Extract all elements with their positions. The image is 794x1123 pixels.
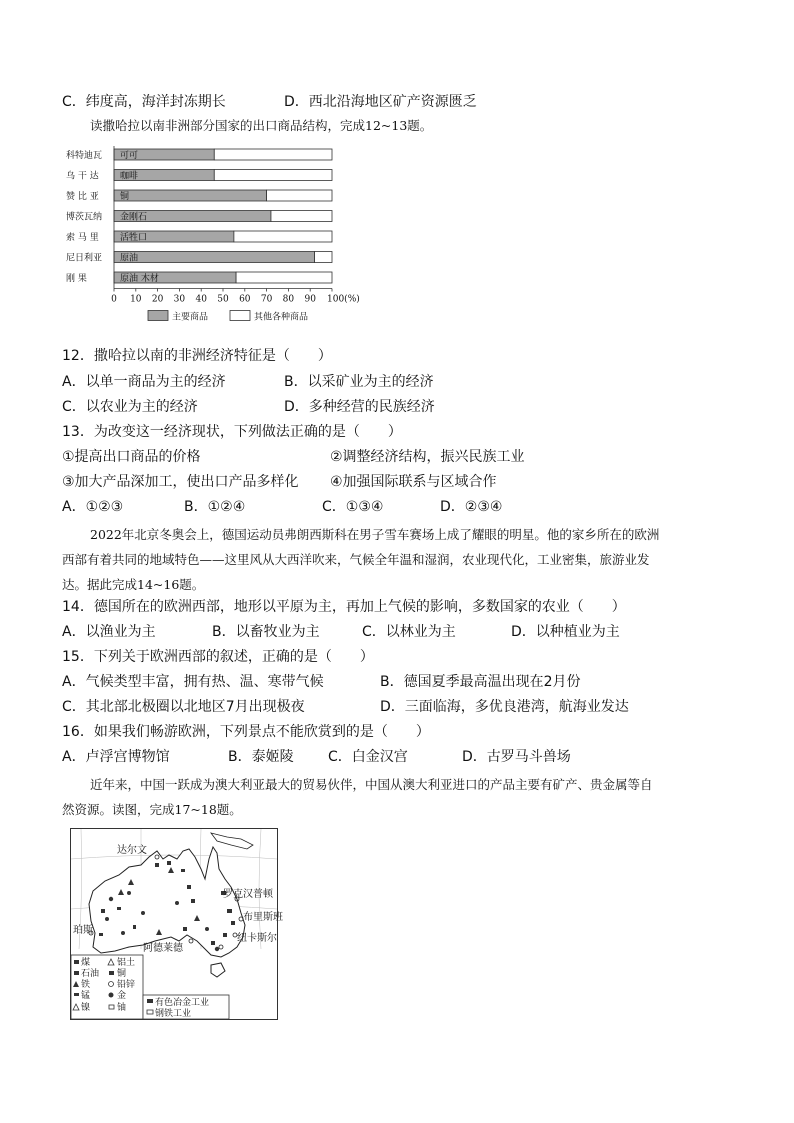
q16-option-d: D．古罗马斗兽场	[462, 749, 571, 765]
q13-option-c: C．①③④	[322, 499, 384, 515]
q12-stem: 12．撒哈拉以南的非洲经济特征是（ ）	[62, 348, 332, 364]
x-tick-label: 0	[111, 294, 117, 305]
legend-copper: 铜	[117, 969, 127, 979]
q16-option-b: B．泰姬陵	[228, 749, 294, 765]
city-label-newcastle: 纽卡斯尔	[237, 933, 277, 944]
intro-17-18: 近年来，中国一跃成为澳大利亚最大的贸易伙伴，中国从澳大利亚进口的产品主要有矿产、贵金属等自 然资源。读图，完成17~18题。	[62, 777, 653, 817]
chart-category-label: 乌 干 达	[66, 171, 99, 182]
bar-data-label: 可可	[120, 151, 139, 161]
bar-data-label: 活牲口	[120, 233, 148, 243]
q11-option-c: C．纬度高，海洋封冻期长	[62, 94, 226, 110]
bar-other-goods	[315, 252, 332, 263]
legend-manganese: 锰	[81, 991, 91, 1001]
city-label-perth: 珀斯	[73, 925, 93, 936]
city-label-brisbane: 布里斯班	[243, 912, 283, 923]
q13-stem: 13．为改变这一经济现状，下列做法正确的是（ ）	[62, 424, 402, 440]
legend-uranium: 铀	[117, 1003, 127, 1013]
legend-manganese-icon	[74, 993, 79, 996]
chart-category-label: 科特迪瓦	[66, 151, 103, 161]
export-structure-chart	[62, 143, 382, 335]
intro-14-16: 2022年北京冬奥会上，德国运动员弗朗西斯科在男子雪车赛场上成了耀眼的明星。他的家乡所在的欧洲 西部有着共同的地域特色——这里风从大西洋吹来，气候全年温和湿润，农业现代化，工业密集，旅游业发 达。据此完成14~16题。	[62, 527, 660, 592]
q14-option-b: B．以畜牧业为主	[212, 624, 320, 640]
legend-other-goods-swatch	[230, 311, 250, 321]
legend-bauxite: 铝土	[117, 958, 136, 968]
chart-category-label: 索 马 里	[66, 233, 99, 243]
q16-option-a: A．卢浮宫博物馆	[62, 749, 170, 765]
q14-option-c: C．以林业为主	[362, 624, 456, 640]
q13-option-d: D．②③④	[440, 499, 503, 515]
legend-steel: 钢铁工业	[155, 1009, 192, 1019]
q13-option-a: A．①②③	[62, 499, 124, 515]
legend-iron: 铁	[81, 980, 91, 990]
tasmania-outline	[211, 963, 225, 977]
x-tick-label: 40	[195, 294, 207, 305]
legend-gold-icon	[109, 993, 114, 998]
chart-category-label: 刚 果	[66, 274, 87, 284]
bar-data-label: 金刚石	[120, 212, 148, 223]
q14-option-d: D．以种植业为主	[511, 624, 620, 640]
q15-option-d: D．三面临海，多优良港湾，航海业发达	[380, 699, 629, 715]
legend-leadzinc: 铅锌	[117, 980, 136, 990]
bar-main-goods	[114, 252, 315, 263]
bar-main-goods	[114, 190, 267, 201]
q16-stem: 16．如果我们畅游欧洲，下列景点不能欣赏到的是（ ）	[62, 724, 430, 740]
chart-category-label: 尼日利亚	[66, 253, 103, 264]
x-tick-label: 70	[260, 294, 273, 305]
chart-category-label: 博茨瓦纳	[66, 212, 103, 223]
bar-data-label: 咖啡	[120, 171, 139, 182]
australia-resource-map	[70, 828, 283, 1020]
legend-nonferrous: 有色冶金工业	[155, 998, 210, 1008]
q15-option-c: C．其北部北极圈以北地区7月出现极夜	[62, 699, 305, 715]
q11-option-d: D．西北沿海地区矿产资源匮乏	[284, 94, 477, 110]
legend-coal: 煤	[81, 958, 91, 968]
legend-oil: 石油	[81, 969, 100, 979]
q13-statement-3: ③加大产品深加工，使出口产品多样化	[62, 474, 299, 490]
q13-statement-1: ①提高出口商品的价格	[62, 449, 201, 465]
chart-category-label: 赞 比 亚	[66, 192, 99, 202]
x-tick-label: 90	[304, 294, 316, 305]
q16-option-c: C．白金汉宫	[328, 749, 408, 765]
legend-main-goods-swatch	[148, 311, 168, 321]
q12-option-a: A．以单一商品为主的经济	[62, 374, 226, 390]
q15-option-b: B．德国夏季最高温出现在2月份	[380, 674, 581, 690]
legend-gold: 金	[117, 991, 127, 1001]
bar-other-goods	[234, 231, 332, 242]
city-label-adelaide: 阿德莱德	[143, 943, 183, 954]
city-label-darwin: 达尔文	[117, 845, 147, 856]
x-tick-label: 50	[217, 294, 229, 305]
q13-statement-4: ④加强国际联系与区域合作	[330, 474, 497, 490]
bar-data-label: 原油 木材	[120, 274, 159, 284]
q12-option-d: D．多种经营的民族经济	[284, 399, 435, 415]
legend-copper-icon	[109, 971, 114, 975]
x-tick-label: 30	[173, 294, 186, 305]
legend-nonferrous-icon	[147, 999, 153, 1003]
q13-statement-2: ②调整经济结构，振兴民族工业	[330, 449, 525, 465]
x-tick-label: 10	[130, 294, 142, 305]
x-tick-label: 80	[282, 294, 295, 305]
legend-other-goods: 其他各种商品	[254, 312, 309, 323]
legend-nickel: 镍	[81, 1003, 91, 1013]
q14-option-a: A．以渔业为主	[62, 624, 156, 640]
x-tick-label: 100(%)	[327, 294, 360, 305]
bar-other-goods	[236, 272, 332, 283]
q12-option-b: B．以采矿业为主的经济	[284, 374, 434, 390]
x-tick-label: 20	[151, 294, 164, 305]
bar-other-goods	[271, 211, 332, 222]
legend-coal-icon	[74, 960, 79, 964]
map-legend	[71, 955, 229, 1019]
bar-other-goods	[214, 170, 332, 181]
q12-option-c: C．以农业为主的经济	[62, 399, 198, 415]
bar-other-goods	[214, 149, 332, 160]
bar-data-label: 铜	[120, 192, 130, 202]
x-tick-label: 60	[239, 294, 251, 305]
q13-option-b: B．①②④	[184, 499, 246, 515]
q15-stem: 15．下列关于欧洲西部的叙述，正确的是（ ）	[62, 649, 374, 665]
q14-stem: 14．德国所在的欧洲西部，地形以平原为主，再加上气候的影响，多数国家的农业（ ）	[62, 599, 626, 615]
intro-12-13: 读撒哈拉以南非洲部分国家的出口商品结构，完成12~13题。	[90, 118, 433, 133]
legend-oil-icon	[74, 971, 79, 975]
new-guinea-outline	[211, 833, 253, 849]
q15-option-a: A．气候类型丰富，拥有热、温、寒带气候	[62, 674, 324, 690]
bar-data-label: 原油	[120, 253, 139, 264]
city-label-rockhampton: 罗克汉普顿	[223, 889, 273, 900]
bar-other-goods	[267, 190, 332, 201]
legend-main-goods: 主要商品	[172, 312, 209, 323]
